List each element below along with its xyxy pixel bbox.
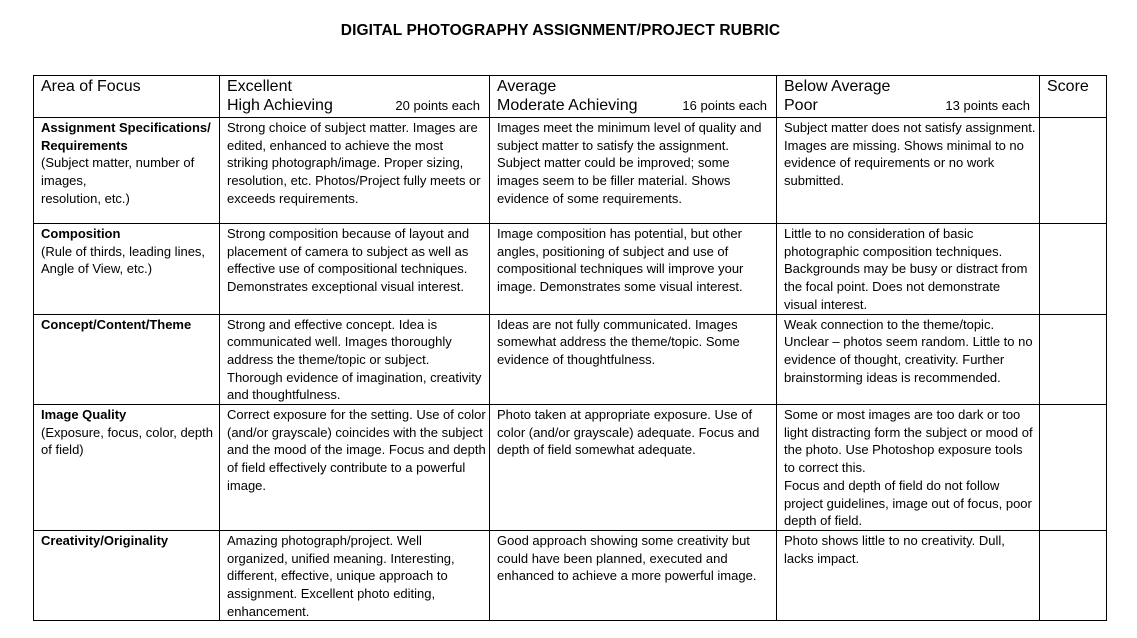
header-average <box>490 76 777 118</box>
area-note: (Subject matter, number of images, resolution, etc.) <box>41 155 195 206</box>
table-row <box>34 530 1107 621</box>
header-average-points: 16 points each <box>682 98 767 113</box>
document-title: DIGITAL PHOTOGRAPHY ASSIGNMENT/PROJECT RUBRIC <box>340 22 781 39</box>
average-cell: Photo taken at appropriate exposure. Use of color (and/or grayscale) adequate. Focus and depth of field somewhat adequate. <box>490 405 777 531</box>
header-row <box>34 76 1107 118</box>
area-cell <box>34 314 220 405</box>
area-title: Image Quality <box>41 407 127 423</box>
excellent-cell: Strong composition because of layout and placement of camera to subject as well as effective use of compositional techniques. Demonstrates exceptional visual interest. <box>220 224 490 315</box>
score-cell[interactable] <box>1040 314 1107 405</box>
average-cell: Ideas are not fully communicated. Images somewhat address the theme/topic. Some evidence of thoughtfulness. <box>490 314 777 405</box>
header-below-level: Poor <box>784 97 818 114</box>
area-title: Composition <box>41 226 121 241</box>
table-row <box>34 405 1107 531</box>
header-excellent-level: High Achieving <box>227 97 333 114</box>
area-cell <box>34 224 220 315</box>
header-score: Score <box>1040 76 1107 118</box>
area-cell <box>34 530 220 621</box>
table-row <box>34 314 1107 405</box>
table-row <box>34 118 1107 224</box>
excellent-cell: Strong choice of subject matter. Images are edited, enhanced to achieve the most striking photograph/image. Proper sizing, resolution, etc. Photos/Project fully meets or exceeds requirements. <box>220 118 490 224</box>
header-average-level: Moderate Achieving <box>497 97 638 114</box>
area-title: Creativity/Originality <box>41 532 169 548</box>
below-average-cell: Some or most images are too dark or too light distracting form the subject or mood of the photo. Use Photoshop exposure tools to correct this. Focus and depth of field do not follow project guidelines, image out of focus, poor depth of field. <box>777 405 1040 531</box>
header-below-average <box>777 76 1040 118</box>
excellent-cell: Correct exposure for the setting. Use of color (and/or grayscale) coincides with the subject and the mood of the image. Focus and depth of field effectively contribute to a powerful image. <box>220 405 490 531</box>
excellent-cell: Strong and effective concept. Idea is communicated well. Images thoroughly address the theme/topic or subject. Thorough evidence of imagination, creativity and thoughtfulness. <box>220 314 490 405</box>
below-average-cell: Photo shows little to no creativity. Dull, lacks impact. <box>777 530 1040 621</box>
area-title: Concept/Content/Theme <box>41 316 192 332</box>
below-average-cell: Weak connection to the theme/topic. Unclear – photos seem random. Little to no evidence of thought, creativity. Further brainstorming ideas is recommended. <box>777 314 1040 405</box>
area-cell <box>34 405 220 531</box>
average-cell: Image composition has potential, but other angles, positioning of subject and use of compositional techniques will improve your image. Demonstrates some visual interest. <box>490 224 777 315</box>
below-average-cell: Subject matter does not satisfy assignment. Images are missing. Shows minimal to no evidence of requirements or no work submitted. <box>777 118 1040 224</box>
header-excellent <box>220 76 490 118</box>
score-cell[interactable] <box>1040 118 1107 224</box>
table-row <box>34 224 1107 315</box>
header-excellent-points: 20 points each <box>395 98 480 113</box>
score-cell[interactable] <box>1040 530 1107 621</box>
area-title: Assignment Specifications/ Requirements <box>41 120 211 153</box>
below-average-cell: Little to no consideration of basic photographic composition techniques. Backgrounds may be busy or distract from the focal point. Does not demonstrate visual interest. <box>777 224 1040 315</box>
rubric-table <box>33 75 1107 621</box>
area-note: (Exposure, focus, color, depth of field) <box>41 424 213 458</box>
header-below-label: Below Average <box>784 78 891 95</box>
header-excellent-label: Excellent <box>227 78 292 95</box>
average-cell: Good approach showing some creativity but could have been planned, executed and enhanced to achieve a more powerful image. <box>490 530 777 621</box>
excellent-cell: Amazing photograph/project. Well organized, unified meaning. Interesting, different, effective, unique approach to assignment. Excellent photo editing, enhancement. <box>220 530 490 621</box>
area-cell <box>34 118 220 224</box>
average-cell: Images meet the minimum level of quality and subject matter to satisfy the assignment. Subject matter could be improved; some images seem to be filler material. Shows evidence of some requirements. <box>490 118 777 224</box>
score-cell[interactable] <box>1040 405 1107 531</box>
area-note: (Rule of thirds, leading lines, Angle of View, etc.) <box>41 243 206 277</box>
header-area-of-focus: Area of Focus <box>34 76 220 118</box>
header-below-points: 13 points each <box>945 98 1030 113</box>
header-average-label: Average <box>497 78 557 95</box>
score-cell[interactable] <box>1040 224 1107 315</box>
